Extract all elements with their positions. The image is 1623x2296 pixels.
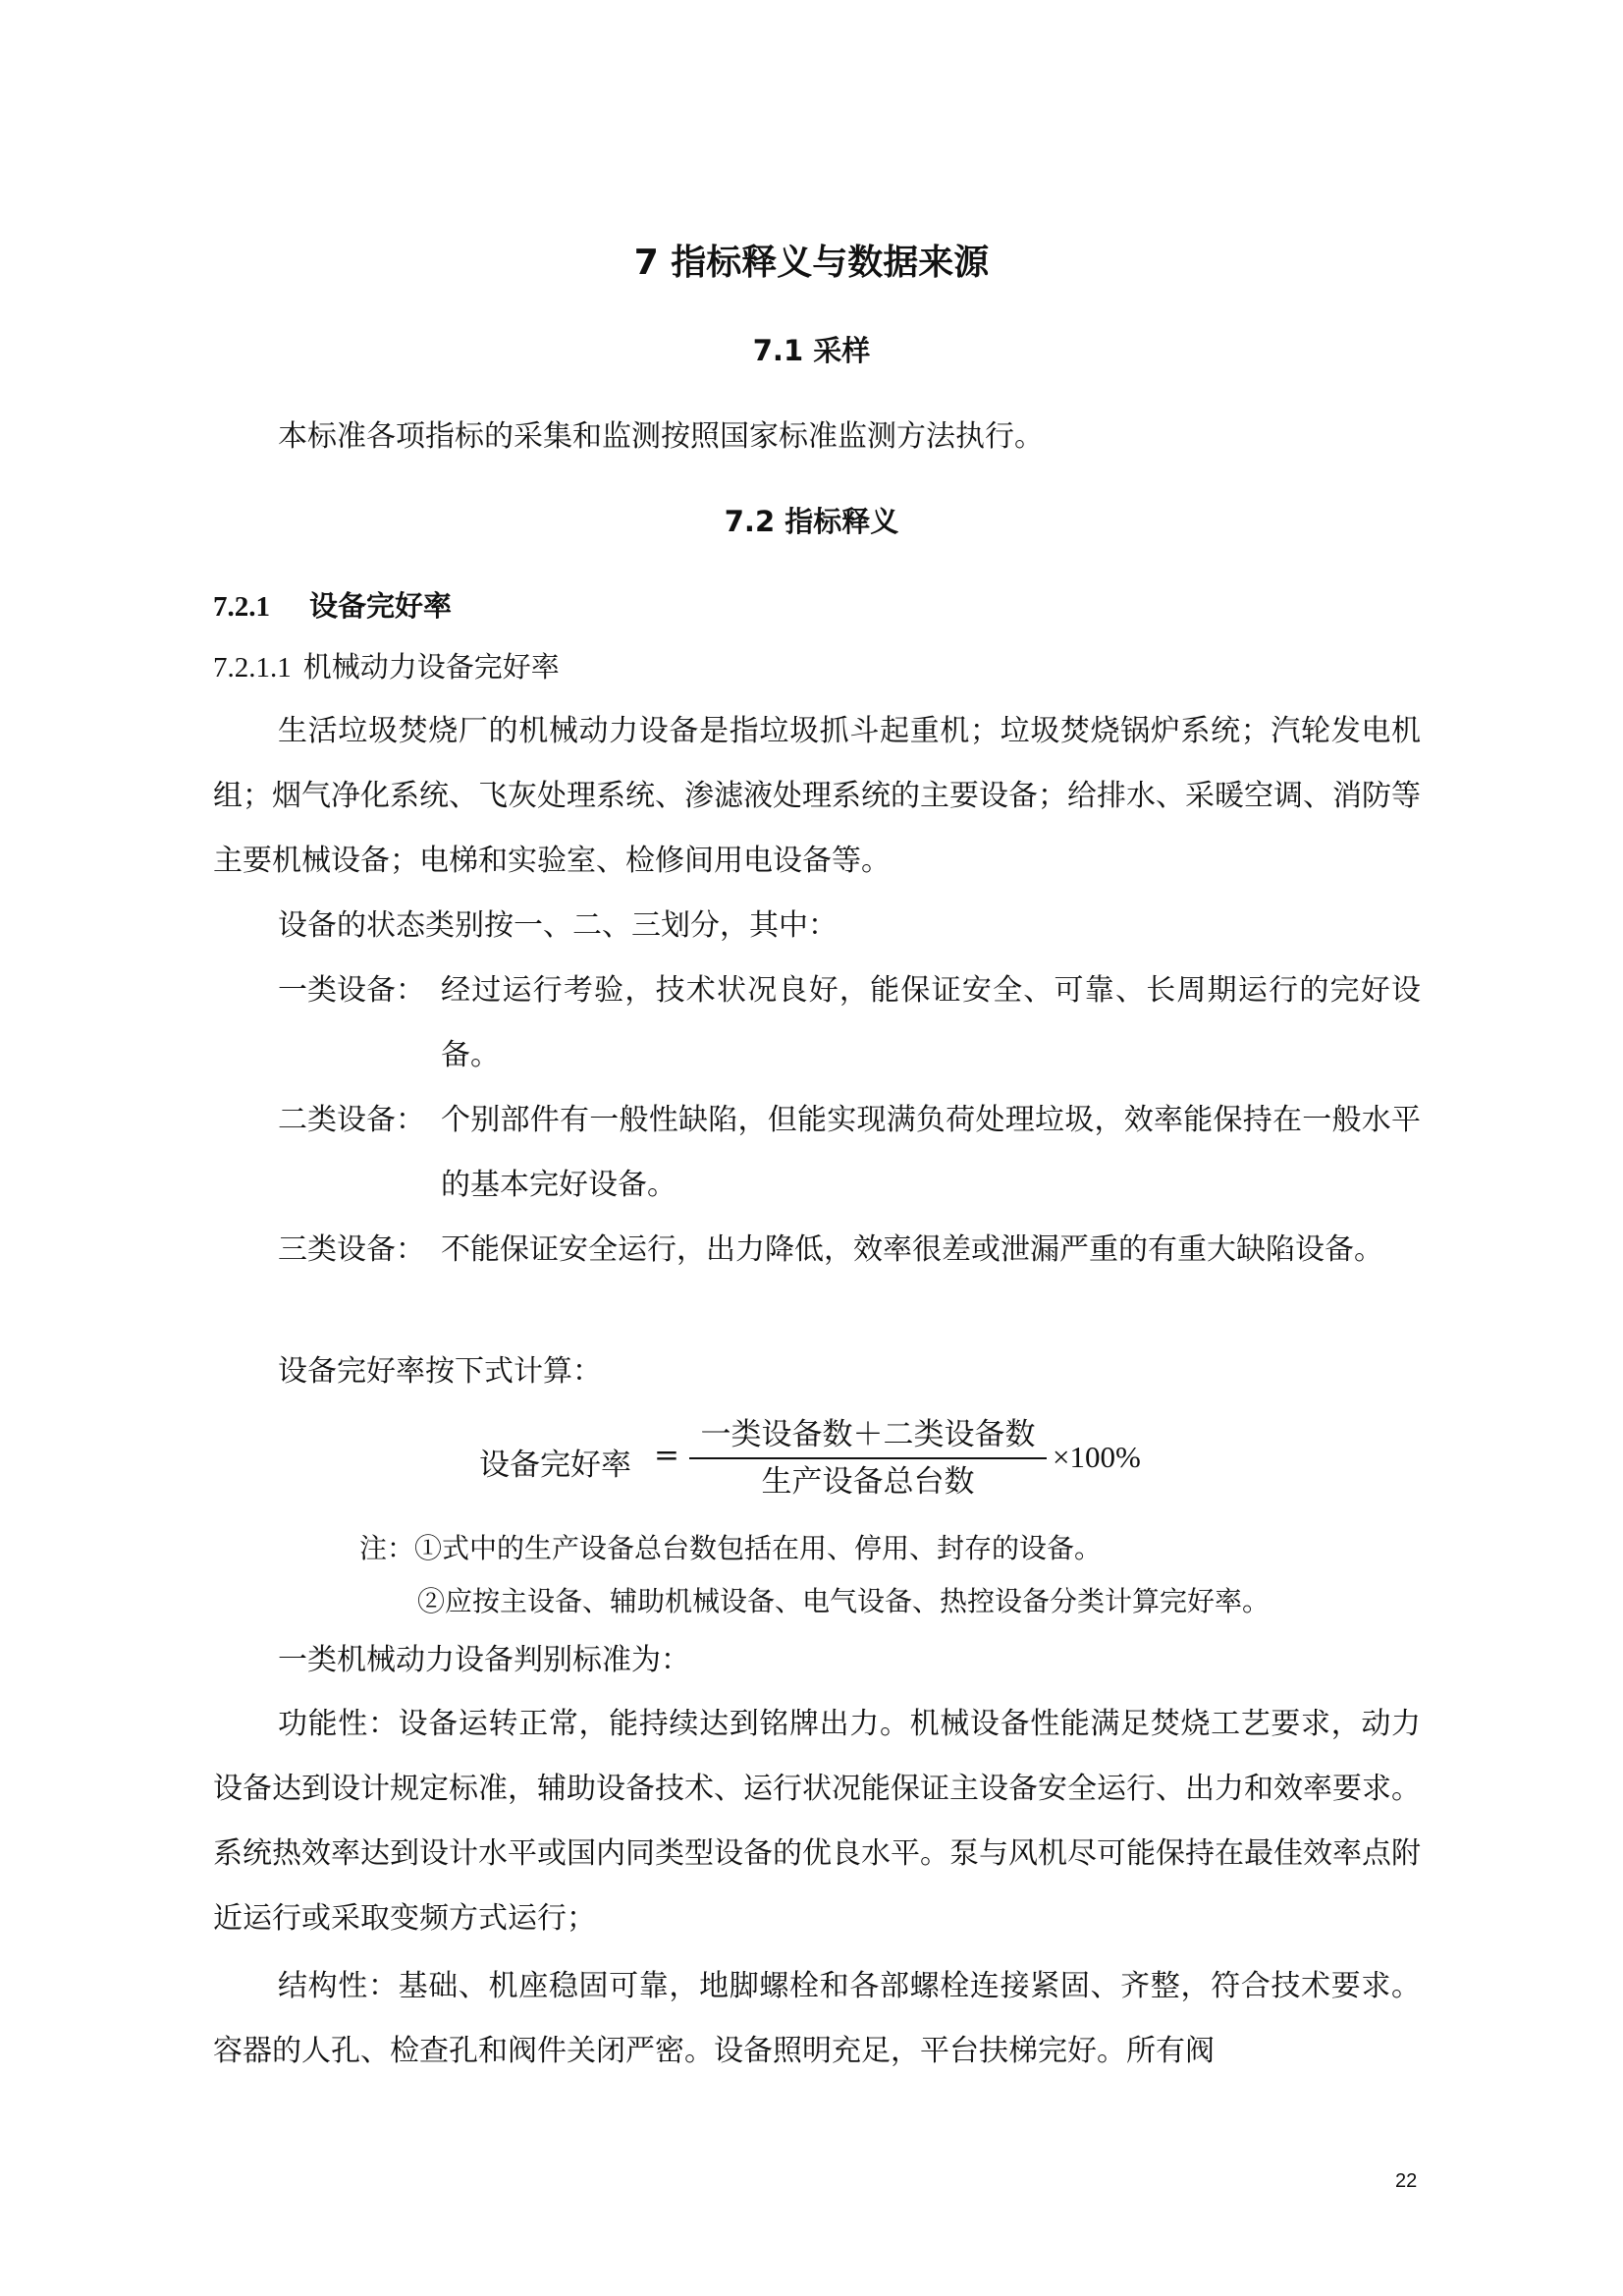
sampling-paragraph: 本标准各项指标的采集和监测按照国家标准监测方法执行。 [278,419,1044,454]
category-label: 三类设备： [278,1232,425,1267]
category-two [278,1088,1421,1218]
state-intro: 设备的状态类别按一、二、三划分，其中： [278,908,838,943]
functional-paragraph: 功能性：设备运转正常，能持续达到铭牌出力。机械设备性能满足焚烧工艺要求，动力设备达到设计规定标准，辅助设备技术、运行状况能保证主设备安全运行、出力和效率要求。系统热效率达到设计水平或国内同类型设备的优良水平。泵与风机尽可能保持在最佳效率点附近运行或采取变频方式运行； [213,1707,1421,1936]
category-one [278,958,1421,1088]
formula-denominator: 生产设备总台数 [761,1464,975,1500]
category-text: 不能保证安全运行，出力降低，效率很差或泄漏严重的有重大缺陷设备。 [441,1232,1383,1267]
formula-numerator: 一类设备数＋二类设备数 [700,1417,1036,1452]
category-text: 个别部件有一般性缺陷，但能实现满负荷处理垃圾，效率能保持在一般水平的基本完好设备。 [441,1103,1421,1202]
category-three [278,1218,1421,1283]
category-label: 二类设备： [278,1103,425,1137]
subsection-heading-7-2-1 [213,581,452,631]
section-heading-7-1: 7.1 采样 [752,334,871,367]
formula-multiplier: ×100% [1053,1440,1141,1474]
subsection-number: 7.2.1.1 [213,652,292,683]
subsection-title: 设备完好率 [309,589,453,623]
category-label: 一类设备： [278,973,425,1008]
structural-paragraph: 结构性：基础、机座稳固可靠，地脚螺栓和各部螺栓连接紧固、齐整，符合技术要求。容器的人孔、检查孔和阀件关闭严密。设备照明充足，平台扶梯完好。所有阀 [213,1969,1421,2068]
chapter-heading: 7 指标释义与数据来源 [633,243,990,283]
formula-lhs: 设备完好率 [479,1448,631,1483]
formula-intro: 设备完好率按下式计算： [278,1354,602,1389]
subsection-title: 机械动力设备完好率 [302,650,560,683]
subsection-heading-7-2-1-1 [213,642,560,692]
formula-fraction [685,1412,1051,1504]
note-one: 注：①式中的生产设备总台数包括在用、停用、封存的设备。 [359,1532,1103,1564]
section-heading-7-2: 7.2 指标释义 [724,505,899,538]
criteria-intro: 一类机械动力设备判别标准为： [278,1643,690,1677]
formula-equals: = [654,1438,679,1473]
page-number: 22 [1395,2170,1418,2192]
intro-paragraph: 生活垃圾焚烧厂的机械动力设备是指垃圾抓斗起重机；垃圾焚烧锅炉系统；汽轮发电机组；烟气净化系统、飞灰处理系统、渗滤液处理系统的主要设备；给排水、采暖空调、消防等主要机械设备；电梯和实验室、检修间用电设备等。 [213,714,1421,878]
subsection-number: 7.2.1 [213,591,270,623]
note-two: ②应按主设备、辅助机械设备、电气设备、热控设备分类计算完好率。 [417,1585,1271,1617]
equipment-intact-rate-formula [479,1412,1166,1510]
category-text: 经过运行考验，技术状况良好，能保证安全、可靠、长周期运行的完好设备。 [441,973,1421,1072]
